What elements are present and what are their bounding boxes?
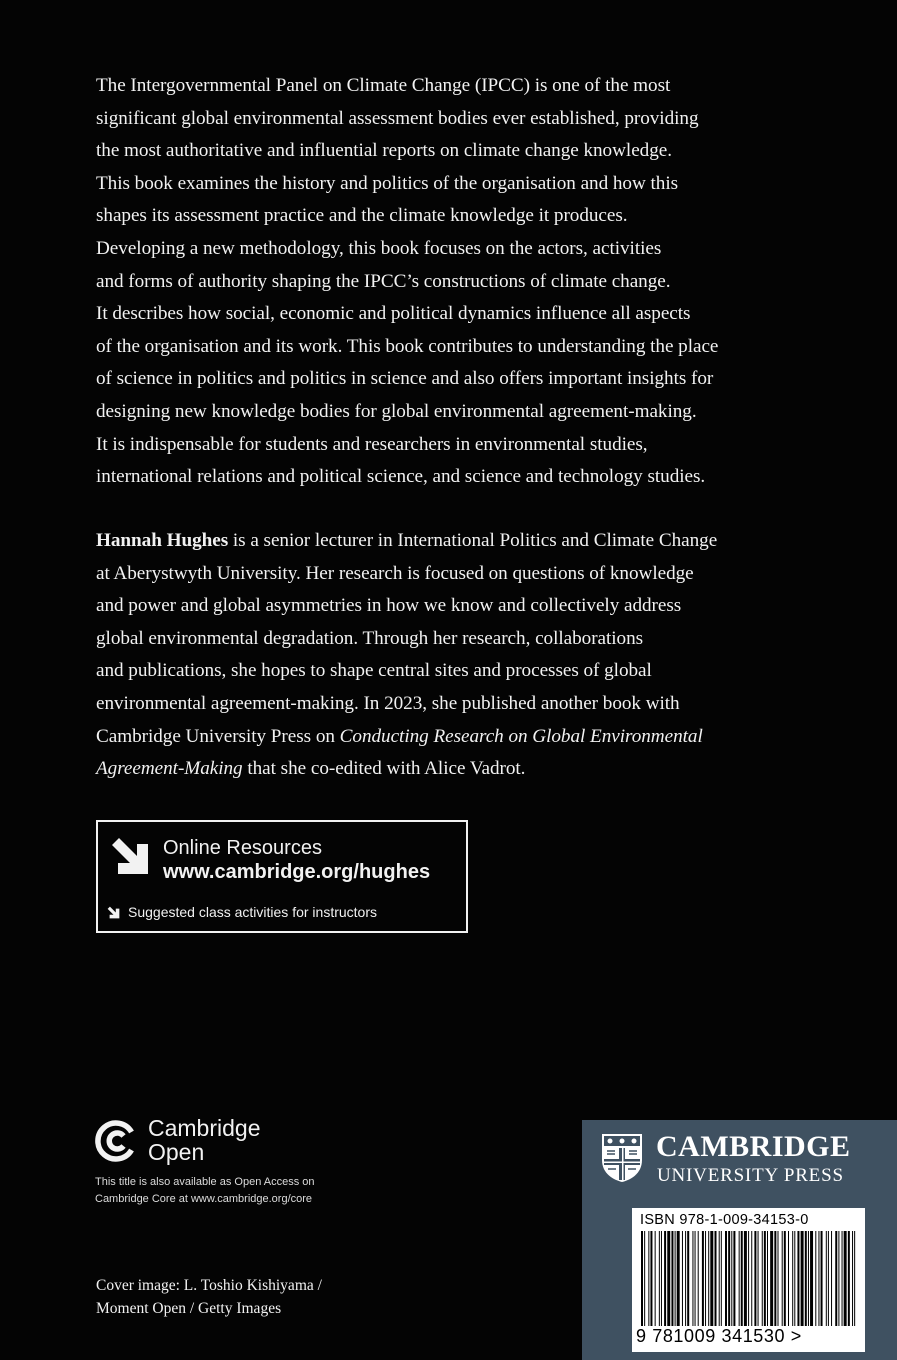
description-line: of science in politics and politics in science and also offers important insights for xyxy=(96,368,714,390)
book-title: Agreement-Making xyxy=(96,758,243,780)
barcode-bar xyxy=(794,1231,795,1326)
cover-credit xyxy=(96,1274,322,1320)
cambridge-open-name xyxy=(148,1116,261,1164)
barcode-bar xyxy=(719,1231,720,1326)
barcode-bar xyxy=(685,1231,686,1326)
barcode-bar xyxy=(764,1231,766,1326)
online-resources-link[interactable]: www.cambridge.org/hughes xyxy=(163,861,431,883)
barcode-bar xyxy=(708,1231,709,1326)
barcode-bar xyxy=(667,1231,670,1326)
online-resources-note: Suggested class activities for instructors xyxy=(128,904,377,920)
description-line: significant global environmental assessment bodies ever established, providing xyxy=(96,107,699,129)
barcode-bar xyxy=(733,1231,735,1326)
barcode-bar xyxy=(828,1231,829,1326)
author-name: Hannah Hughes xyxy=(96,530,229,551)
barcode-bar xyxy=(710,1231,713,1326)
barcode-bar xyxy=(744,1231,747,1326)
bio-line xyxy=(96,753,796,786)
university-crest-icon xyxy=(600,1132,644,1184)
barcode-bar xyxy=(838,1231,839,1326)
barcode-bar xyxy=(810,1231,813,1326)
barcode-bar xyxy=(762,1231,763,1326)
barcode-bar xyxy=(702,1231,704,1326)
barcode-bar xyxy=(692,1231,693,1326)
arrow-down-right-icon xyxy=(110,836,150,876)
barcode-bar xyxy=(778,1231,779,1326)
barcode-bar xyxy=(748,1231,749,1326)
bio-line: environmental agreement-making. In 2023, she published another book with xyxy=(96,692,680,714)
description-line: It is indispensable for students and researchers in environmental studies, xyxy=(96,433,648,455)
barcode-bar xyxy=(805,1231,807,1326)
description-line: Developing a new methodology, this book focuses on the actors, activities xyxy=(96,237,662,259)
description-line: designing new knowledge bodies for global environmental agreement-making. xyxy=(96,400,697,422)
description-line: the most authoritative and influential reports on climate change knowledge. xyxy=(96,140,672,162)
barcode-bar xyxy=(715,1231,717,1326)
description-line: international relations and political science, and science and technology studies. xyxy=(96,466,706,488)
barcode-bar xyxy=(854,1231,855,1326)
open-access-note xyxy=(95,1174,355,1208)
description-line: It describes how social, economic and political dynamics influence all aspects xyxy=(96,303,691,325)
description-line: and forms of authority shaping the IPCC’s constructions of climate change. xyxy=(96,270,671,292)
online-resources-title: Online Resources xyxy=(163,837,322,859)
open-access-line: This title is also available as Open Access on xyxy=(95,1176,315,1188)
barcode-bar xyxy=(687,1231,689,1326)
bio-line: global environmental degradation. Through her research, collaborations xyxy=(96,627,644,649)
publisher-subname: UNIVERSITY PRESS xyxy=(657,1165,844,1186)
barcode-bar xyxy=(655,1231,656,1326)
bio-line: and publications, she hopes to shape central sites and processes of global xyxy=(96,660,652,682)
isbn-barcode xyxy=(632,1208,865,1352)
barcode-bar xyxy=(721,1231,722,1326)
barcode-bar xyxy=(818,1231,819,1326)
barcode-bar xyxy=(754,1231,756,1326)
barcode-bar xyxy=(770,1231,773,1326)
barcode-bar xyxy=(826,1231,827,1326)
barcode-bar xyxy=(677,1231,680,1326)
barcode-bar xyxy=(728,1231,730,1326)
bio-line xyxy=(96,721,796,754)
barcode-bar xyxy=(641,1231,643,1326)
barcode-bar xyxy=(774,1231,776,1326)
bio-line: and power and global asymmetries in how we know and collectively address xyxy=(96,595,682,617)
cambridge-open-line: Open xyxy=(148,1139,205,1165)
barcode-bar xyxy=(648,1231,649,1326)
book-title: Conducting Research on Global Environmental xyxy=(339,725,703,747)
barcode-bar xyxy=(731,1231,732,1326)
barcode-bar xyxy=(661,1231,662,1326)
barcode-bar xyxy=(698,1231,699,1326)
barcode-bar xyxy=(792,1231,793,1326)
small-arrow-icon xyxy=(107,906,120,919)
cover-credit-line: Cover image: L. Toshio Kishiyama / xyxy=(96,1277,322,1294)
barcode-bars xyxy=(640,1231,858,1326)
barcode-bar xyxy=(739,1231,740,1326)
open-access-line: Cambridge Core at www.cambridge.org/core xyxy=(95,1193,313,1205)
online-resources-box xyxy=(96,820,468,933)
author-bio xyxy=(96,525,796,786)
barcode-bar xyxy=(741,1231,743,1326)
bio-line xyxy=(96,525,796,558)
barcode-bar xyxy=(835,1231,837,1326)
barcode-number: 9 781009 341530 > xyxy=(636,1326,802,1346)
barcode-bar xyxy=(725,1231,727,1326)
barcode-bar xyxy=(801,1231,804,1326)
barcode-bar xyxy=(751,1231,752,1326)
isbn-label: ISBN 978-1-009-34153-0 xyxy=(640,1212,809,1228)
barcode-bar xyxy=(784,1231,786,1326)
barcode-bar xyxy=(682,1231,683,1326)
barcode-bar xyxy=(782,1231,783,1326)
barcode-bar xyxy=(844,1231,847,1326)
barcode-bar xyxy=(705,1231,706,1326)
description-line: of the organisation and its work. This book contributes to understanding the place xyxy=(96,335,719,357)
barcode-bar xyxy=(644,1231,645,1326)
barcode-bar xyxy=(831,1231,832,1326)
barcode-bar xyxy=(767,1231,768,1326)
barcode-bar xyxy=(650,1231,652,1326)
barcode-bar xyxy=(808,1231,809,1326)
description-line: This book examines the history and politics of the organisation and how this xyxy=(96,172,679,194)
book-description xyxy=(96,70,796,494)
barcode-bar xyxy=(664,1231,666,1326)
bio-text: is a senior lecturer in International Politics and Climate Change xyxy=(228,530,718,551)
bio-line: at Aberystwyth University. Her research is focused on questions of knowledge xyxy=(96,562,694,584)
barcode-bar xyxy=(852,1231,853,1326)
barcode-bar xyxy=(695,1231,696,1326)
description-line: shapes its assessment practice and the climate knowledge it produces. xyxy=(96,205,628,227)
cover-credit-line: Moment Open / Getty Images xyxy=(96,1300,282,1317)
barcode-bar xyxy=(675,1231,676,1326)
description-line: The Intergovernmental Panel on Climate Change (IPCC) is one of the most xyxy=(96,75,671,96)
publisher-panel xyxy=(582,1120,897,1360)
barcode-bar xyxy=(659,1231,660,1326)
barcode-bar xyxy=(797,1231,799,1326)
barcode-bar xyxy=(848,1231,850,1326)
cambridge-open-line: Cambridge xyxy=(148,1115,261,1141)
barcode-bar xyxy=(671,1231,673,1326)
bio-text: Cambridge University Press on xyxy=(96,725,340,747)
barcode-bar xyxy=(815,1231,816,1326)
publisher-name: CAMBRIDGE xyxy=(656,1130,851,1163)
barcode-bar xyxy=(842,1231,843,1326)
bio-text: that she co-edited with Alice Vadrot. xyxy=(242,758,526,780)
barcode-bar xyxy=(788,1231,789,1326)
cambridge-open-logo-icon xyxy=(95,1120,137,1162)
barcode-bar xyxy=(758,1231,759,1326)
barcode-bar xyxy=(821,1231,823,1326)
